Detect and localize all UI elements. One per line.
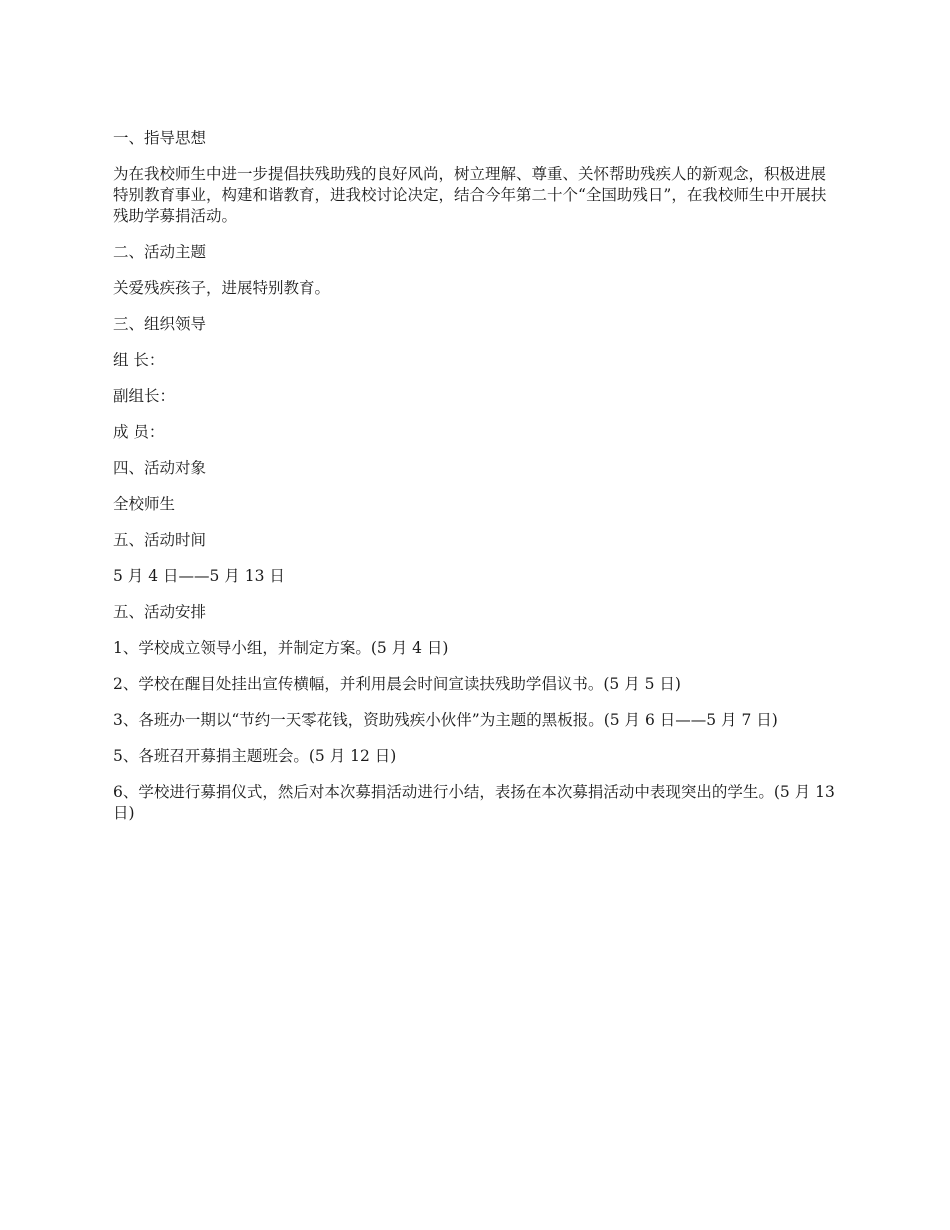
section-heading-activity-time: 五、活动时间 [113,531,207,549]
body-paragraph-activity-theme: 关爱残疾孩子，进展特别教育。 [113,279,331,297]
body-paragraph-guiding-ideology: 为在我校师生中进一步提倡扶残助残的良好风尚，树立理解、尊重、关怀帮助残疾人的新观念，积极进展特别教育事业，构建和谐教育，进我校讨论决定，结合今年第二十个“全国助残日”，在我校师生中开展扶残助学募捐活动。 [113,165,827,225]
section-heading-guiding-ideology: 一、指导思想 [113,129,207,147]
schedule-item: 1、学校成立领导小组，并制定方案。(5 月 4 日) [113,639,449,657]
team-leader-line: 组 长： [113,351,165,369]
section-heading-activity-target: 四、活动对象 [113,459,207,477]
document-body [113,128,841,839]
schedule-item: 6、学校进行募捐仪式，然后对本次募捐活动进行小结，表扬在本次募捐活动中表现突出的学生。(5 月 13 日) [113,783,835,822]
schedule-item: 2、学校在醒目处挂出宣传横幅，并利用晨会时间宣读扶残助学倡议书。(5 月 5 日) [113,675,681,693]
members-line: 成 员： [113,423,165,441]
section-heading-organization: 三、组织领导 [113,315,207,333]
section-heading-activity-theme: 二、活动主题 [113,243,207,261]
schedule-item: 3、各班办一期以“节约一天零花钱，资助残疾小伙伴”为主题的黑板报。(5 月 6 日——5 月 7 日) [113,711,778,729]
deputy-leader-line: 副组长： [113,387,176,405]
body-paragraph-activity-time: 5 月 4 日——5 月 13 日 [113,567,285,585]
body-paragraph-activity-target: 全校师生 [113,495,176,513]
schedule-item: 5、各班召开募捐主题班会。(5 月 12 日) [113,747,397,765]
section-heading-activity-schedule: 五、活动安排 [113,603,207,621]
